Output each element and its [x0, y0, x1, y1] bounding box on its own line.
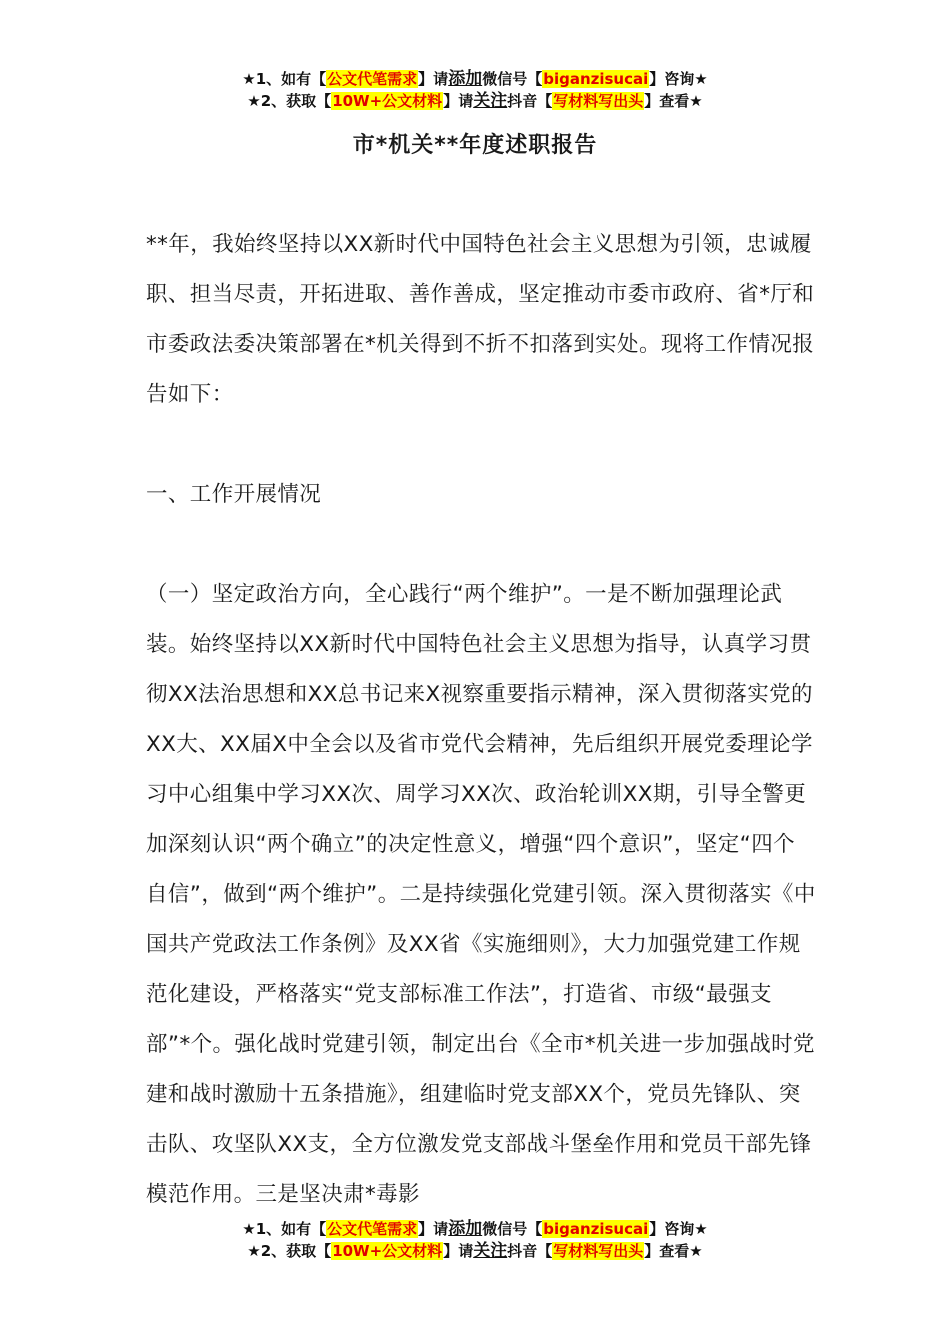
- promo-text: ★2、获取【: [247, 1242, 332, 1260]
- promo-line-2: [0, 90, 950, 112]
- intro-paragraph: [146, 220, 816, 420]
- promo-underlined: 添加: [448, 1219, 483, 1239]
- promo-underlined: 关注: [473, 1241, 508, 1261]
- promo-douyin-id: 写材料写出头: [553, 92, 644, 110]
- promo-line-1: [0, 1218, 950, 1240]
- promo-text: 】查看★: [644, 92, 703, 110]
- promo-text: 】请: [443, 92, 474, 110]
- promo-text: 抖音【: [507, 1242, 553, 1260]
- section-heading-text: 一、工作开展情况: [146, 482, 322, 507]
- promo-line-1: [0, 68, 950, 90]
- promo-text: ★1、如有【: [242, 70, 327, 88]
- promo-wechat-id: biganzisucai: [543, 1220, 649, 1238]
- promo-highlight: 10W+公文材料: [332, 1242, 443, 1260]
- promo-text: 微信号【: [482, 70, 543, 88]
- promo-highlight: 公文代笔需求: [327, 1220, 418, 1238]
- promo-line-2: [0, 1240, 950, 1262]
- body-text: （一）坚定政治方向，全心践行“两个维护”。一是不断加强理论武装。始终坚持以XX新时代中国特色社会主义思想为指导，认真学习贯彻XX法治思想和XX总书记来X视察重要指示精神，深入贯彻落实党的XX大、XX届X中全会以及省市党代会精神，先后组织开展党委理论学习中心组集中学习XX次、周学习XX次、政治轮训XX期，引导全警更加深刻认识“两个确立”的决定性意义，增强“四个意识”，坚定“四个自信”，做到“两个维护”。二是持续强化党建引领。深入贯彻落实《中国共产党政法工作条例》及XX省《实施细则》，大力加强党建工作规范化建设，严格落实“党支部标准工作法”，打造省、市级“最强支部”*个。强化战时党建引领，制定出台《全市*机关进一步加强战时党建和战时激励十五条措施》，组建临时党支部XX个，党员先锋队、突击队、攻坚队XX支，全方位激发党支部战斗堡垒作用和党员干部先锋模范作用。三是坚决肃*毒影: [146, 582, 816, 1207]
- promo-text: 】咨询★: [649, 70, 708, 88]
- promo-text: 】请: [418, 1220, 449, 1238]
- promo-text: 】请: [418, 70, 449, 88]
- section-heading: [146, 470, 816, 520]
- promo-underlined: 添加: [448, 69, 483, 89]
- document-title: 市*机关**年度述职报告: [352, 133, 598, 158]
- promo-text: 微信号【: [482, 1220, 543, 1238]
- body-paragraph: [146, 570, 816, 1220]
- intro-text: **年，我始终坚持以XX新时代中国特色社会主义思想为引领，忠诚履职、担当尽责，开拓进取、善作善成，坚定推动市委市政府、省*厅和市委政法委决策部署在*机关得到不折不扣落到实处。现将工作情况报告如下：: [146, 232, 815, 407]
- promo-text: 】请: [443, 1242, 474, 1260]
- promo-banner-bottom: [0, 1218, 950, 1262]
- promo-text: ★1、如有【: [242, 1220, 327, 1238]
- promo-text: 】查看★: [644, 1242, 703, 1260]
- promo-text: 抖音【: [507, 92, 553, 110]
- promo-underlined: 关注: [473, 91, 508, 111]
- promo-highlight: 10W+公文材料: [332, 92, 443, 110]
- promo-douyin-id: 写材料写出头: [553, 1242, 644, 1260]
- promo-text: ★2、获取【: [247, 92, 332, 110]
- promo-banner-top: [0, 68, 950, 112]
- promo-text: 】咨询★: [649, 1220, 708, 1238]
- promo-wechat-id: biganzisucai: [543, 70, 649, 88]
- promo-highlight: 公文代笔需求: [327, 70, 418, 88]
